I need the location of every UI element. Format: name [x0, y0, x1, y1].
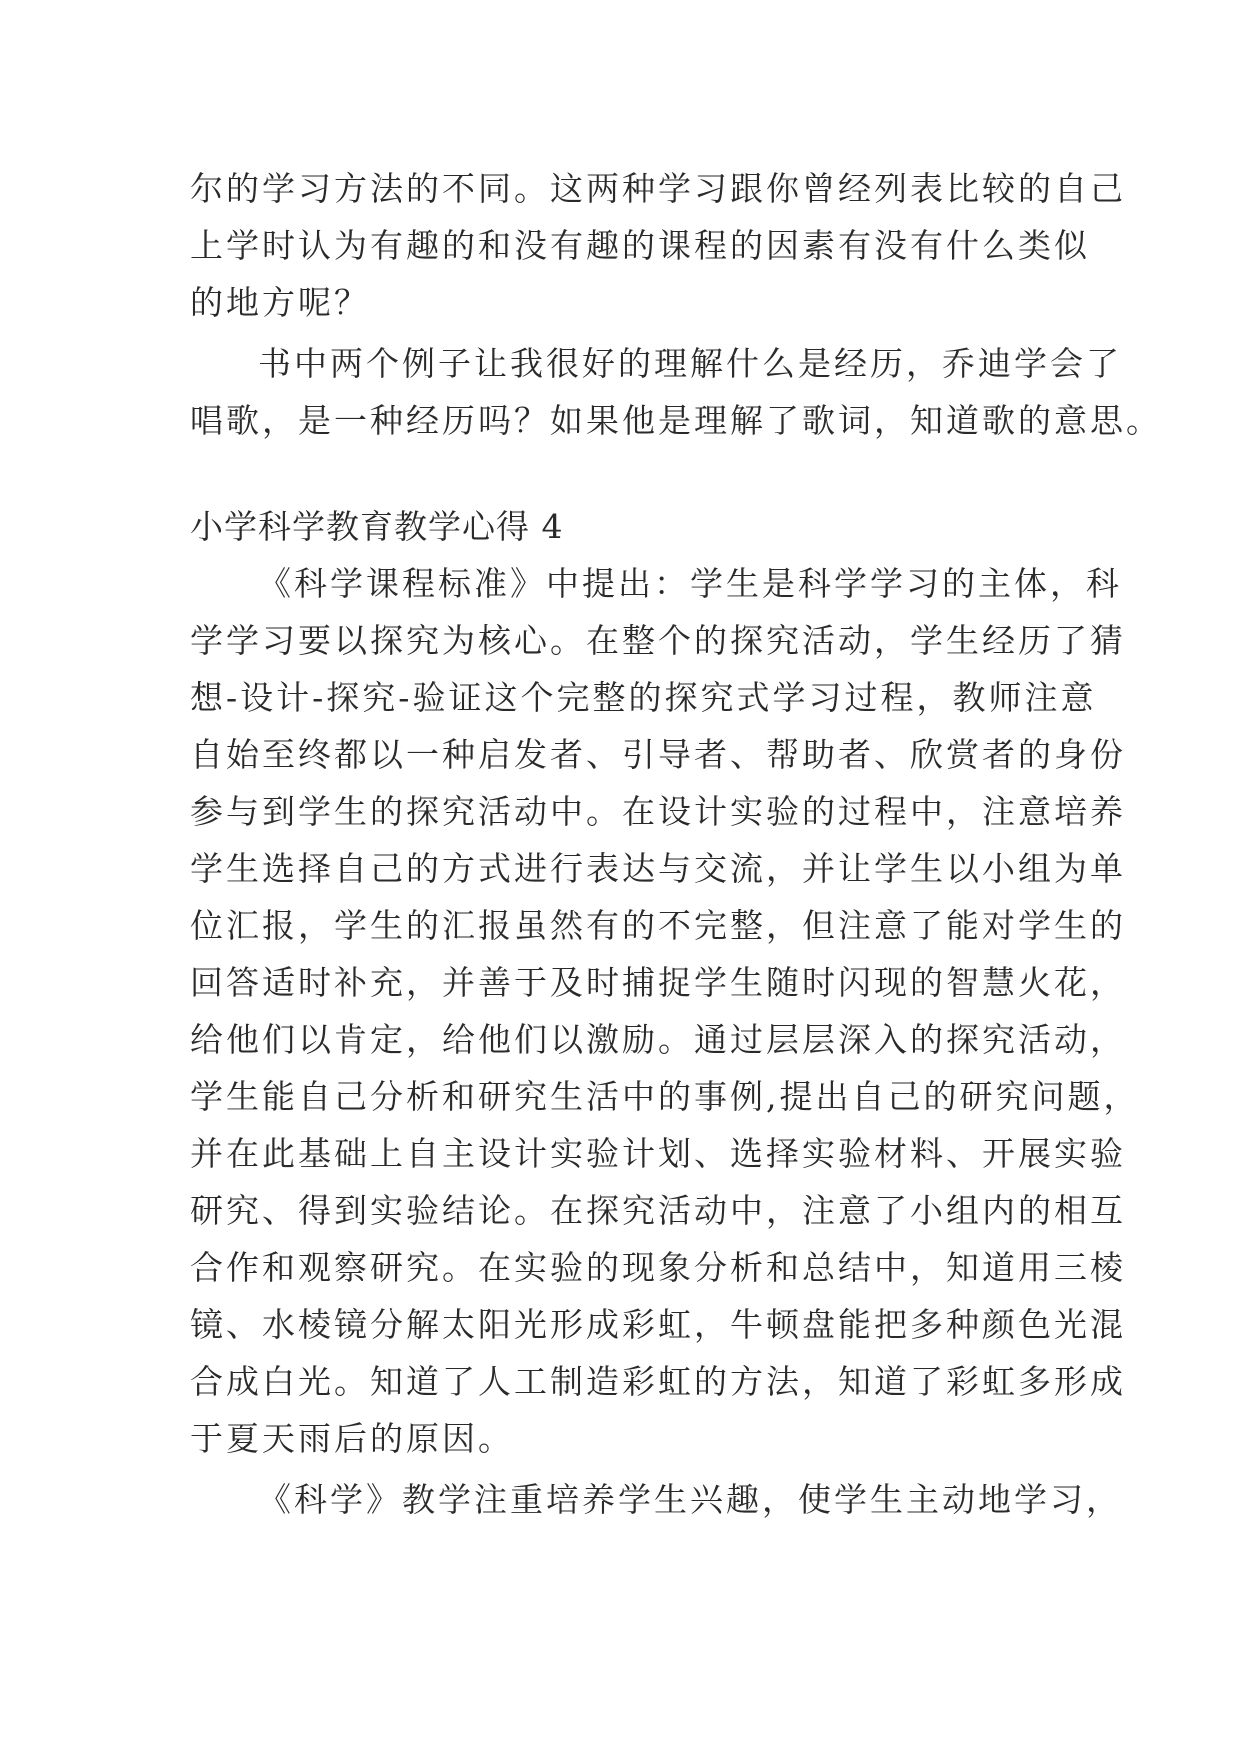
section-heading: 小学科学教育教学心得 4: [190, 507, 564, 546]
text-line: 尔的学习方法的不同。这两种学习跟你曾经列表比较的自己: [190, 169, 1126, 208]
text-line: 学生选择自己的方式进行表达与交流，并让学生以小组为单: [190, 849, 1126, 888]
text-line: 上学时认为有趣的和没有趣的课程的因素有没有什么类似: [190, 226, 1090, 265]
text-line: 的地方呢？: [190, 283, 370, 322]
text-line: 学生能自己分析和研究生活中的事例,提出自己的研究问题，: [190, 1077, 1140, 1116]
text-line: 想-设计-探究-验证这个完整的探究式学习过程，教师注意: [190, 678, 1097, 717]
paragraph-experience: [190, 335, 1162, 449]
text-line: 回答适时补充，并善于及时捕捉学生随时闪现的智慧火花，: [190, 963, 1126, 1002]
text-line: 书中两个例子让我很好的理解什么是经历，乔迪学会了: [258, 344, 1122, 383]
text-line: 学学习要以探究为核心。在整个的探究活动，学生经历了猜: [190, 621, 1126, 660]
text-line: 唱歌，是一种经历吗？如果他是理解了歌词，知道歌的意思。: [190, 401, 1162, 440]
document-body: [190, 160, 1162, 1528]
text-line: 合成白光。知道了人工制造彩虹的方法，知道了彩虹多形成: [190, 1362, 1126, 1401]
text-line: 镜、水棱镜分解太阳光形成彩虹，牛顿盘能把多种颜色光混: [190, 1305, 1126, 1344]
text-line: 于夏天雨后的原因。: [190, 1419, 514, 1458]
text-line: 《科学》教学注重培养学生兴趣，使学生主动地学习，: [258, 1480, 1122, 1519]
text-line: 给他们以肯定，给他们以激励。通过层层深入的探究活动，: [190, 1020, 1126, 1059]
text-line: 并在此基础上自主设计实验计划、选择实验材料、开展实验: [190, 1134, 1126, 1173]
text-line: 自始至终都以一种启发者、引导者、帮助者、欣赏者的身份: [190, 735, 1126, 774]
text-line: 研究、得到实验结论。在探究活动中，注意了小组内的相互: [190, 1191, 1126, 1230]
text-line: 位汇报，学生的汇报虽然有的不完整，但注意了能对学生的: [190, 906, 1126, 945]
text-line: 参与到学生的探究活动中。在设计实验的过程中，注意培养: [190, 792, 1126, 831]
paragraph-continuation: [190, 160, 1126, 331]
paragraph-curriculum-standard: [190, 555, 1140, 1467]
text-line: 《科学课程标准》中提出：学生是科学学习的主体，科: [258, 564, 1122, 603]
text-line: 合作和观察研究。在实验的现象分析和总结中，知道用三棱: [190, 1248, 1126, 1287]
paragraph-interest: [190, 1471, 1122, 1528]
